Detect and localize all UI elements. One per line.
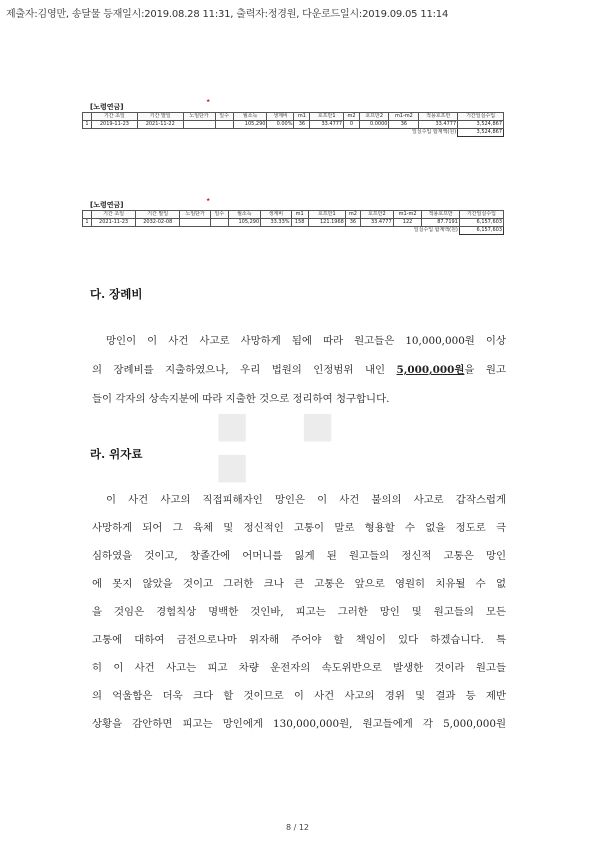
- col-header: 생계비: [267, 113, 294, 121]
- watermark: ■ ■ ■: [215, 405, 355, 487]
- table-cell: 105,290: [233, 121, 267, 129]
- col-header: m1: [294, 113, 310, 121]
- table-cell: 33.4777: [419, 121, 458, 129]
- table-cell: [180, 219, 211, 227]
- paragraph-line: 상황을 감안하면 피고는 망인에게 130,000,000원, 원고들에게 각 5,000,000원: [92, 718, 506, 730]
- table-cell: 87.7191: [422, 219, 459, 227]
- table-header-row: [83, 113, 504, 121]
- paragraph-line: 에 못지 않았을 것이고 그러한 크나 큰 고통은 앞으로 영원히 치유될 수 없: [92, 578, 506, 590]
- paragraph-line: 이 사건 사고의 직접피해자인 망인은 이 사건 불의의 사고로 갑작스럽게: [106, 494, 506, 506]
- col-header: 적용호프만: [419, 113, 458, 121]
- col-header: 월소득: [233, 113, 267, 121]
- total-label: 일실수입 합계액(원): [412, 129, 457, 136]
- paragraph-line: 을 것임은 경험칙상 명백한 것인바, 피고는 그러한 망인 및 원고들의 모든: [92, 606, 506, 618]
- table-cell: [215, 121, 233, 129]
- table-cell: 105,290: [228, 219, 261, 227]
- col-header: m2: [345, 211, 360, 219]
- paragraph-line: 망인이 이 사건 사고로 사망하게 됨에 따라 원고들은 10,000,000원 이상: [106, 335, 506, 347]
- col-header: 기간일실수입: [458, 113, 504, 121]
- total-label: 일실수입 합계액(원): [413, 227, 458, 234]
- col-header: 호프만2: [359, 113, 389, 121]
- col-header: 노임단가: [180, 211, 211, 219]
- lost-income-table-2: [82, 210, 504, 235]
- col-header: m1-m2: [393, 211, 422, 219]
- paragraph-line: 의 억울함은 더욱 크다 할 것이므로 이 사건 사고의 경위 및 결과 등 제반: [92, 690, 506, 702]
- table-cell: 122: [393, 219, 422, 227]
- paragraph-text: 의 장례비를 지출하였으나, 우리 법원의 인정범위 내인: [92, 364, 397, 376]
- col-header: 월소득: [228, 211, 261, 219]
- submission-header: 제출자:김영만, 송달물 등재일시:2019.08.28 11:31, 출력자:정경원, 다운로드일시:2019.09.05 11:14: [6, 9, 449, 20]
- paragraph-line: 히 이 사건 사고는 피고 차량 운전자의 속도위반으로 발생한 것이라 원고들: [92, 662, 506, 674]
- table-cell: 0: [344, 121, 360, 129]
- total-value: 6,157,603: [459, 227, 503, 235]
- col-header: m2: [344, 113, 360, 121]
- table-cell: 36: [389, 121, 419, 129]
- col-header: 기간 말일: [136, 211, 180, 219]
- table-header-row: [83, 211, 504, 219]
- table-cell: 1: [83, 121, 92, 129]
- table-cell: 2019-11-23: [92, 121, 138, 129]
- col-header: 기간일실수입: [459, 211, 503, 219]
- section-heading-consolation: 라. 위자료: [90, 447, 143, 461]
- col-header: 노임단가: [183, 113, 215, 121]
- funeral-amount: 5,000,000원: [396, 364, 465, 376]
- section-heading-funeral: 다. 장례비: [90, 287, 143, 301]
- table-total-row: [83, 227, 504, 235]
- paragraph-line: 들이 각자의 상속지분에 따라 지출한 것으로 정리하여 청구합니다.: [92, 393, 390, 405]
- table-cell: 2021-11-22: [137, 121, 183, 129]
- col-header: m1-m2: [389, 113, 419, 121]
- table-cell: 6,157,603: [459, 219, 503, 227]
- table-cell: 2032-02-08: [136, 219, 180, 227]
- lost-income-table-1: [82, 112, 504, 137]
- table-cell: [211, 219, 228, 227]
- paragraph-line: 심하였을 것이고, 창졸간에 어머니를 잃게 된 원고들의 정신적 고통은 망인: [92, 550, 506, 562]
- table-row: [83, 121, 504, 129]
- table1-title: [노령연금]: [90, 103, 124, 111]
- table-total-row: [83, 129, 504, 137]
- table-cell: 0.0000: [359, 121, 389, 129]
- paragraph-line: [92, 361, 506, 376]
- table-cell: 0.00%: [267, 121, 294, 129]
- table-cell: 33.4777: [361, 219, 394, 227]
- paragraph-text: 을 원고: [464, 364, 507, 376]
- col-header: 기간 초일: [92, 211, 136, 219]
- col-header: 기간 초일: [92, 113, 138, 121]
- table-cell: 158: [291, 219, 308, 227]
- table-cell: [183, 121, 215, 129]
- col-header: 호프만2: [361, 211, 394, 219]
- red-mark-icon: ٭: [206, 195, 211, 204]
- col-header: 기간 말일: [137, 113, 183, 121]
- table-cell: 3,524,867: [458, 121, 504, 129]
- col-header: 생계비: [261, 211, 291, 219]
- table-cell: 121.1968: [308, 219, 345, 227]
- paragraph-line: 사망하게 되어 그 육체 및 정신적인 고통이 말로 형용할 수 없을 정도로 극: [92, 522, 506, 534]
- red-mark-icon: ٭: [206, 96, 211, 105]
- table-cell: 2021-11-23: [92, 219, 136, 227]
- col-header: m1: [291, 211, 308, 219]
- table-cell: 1: [83, 219, 92, 227]
- table-cell: 33.4777: [310, 121, 344, 129]
- table2-title: [노령연금]: [90, 201, 124, 209]
- paragraph-line: 고통에 대하여 금전으로나마 위자해 주어야 할 책임이 있다 하겠습니다. 특: [92, 634, 506, 646]
- total-value: 3,524,867: [458, 129, 504, 137]
- page-number: 8 / 12: [285, 823, 310, 832]
- table-cell: 36: [294, 121, 310, 129]
- col-header: 일수: [211, 211, 228, 219]
- col-header: 일수: [215, 113, 233, 121]
- table-cell: 36: [345, 219, 360, 227]
- table-row: [83, 219, 504, 227]
- table-cell: 33.33%: [261, 219, 291, 227]
- col-header: 적용호프만: [422, 211, 459, 219]
- col-header: 호프만1: [308, 211, 345, 219]
- col-header: 호프만1: [310, 113, 344, 121]
